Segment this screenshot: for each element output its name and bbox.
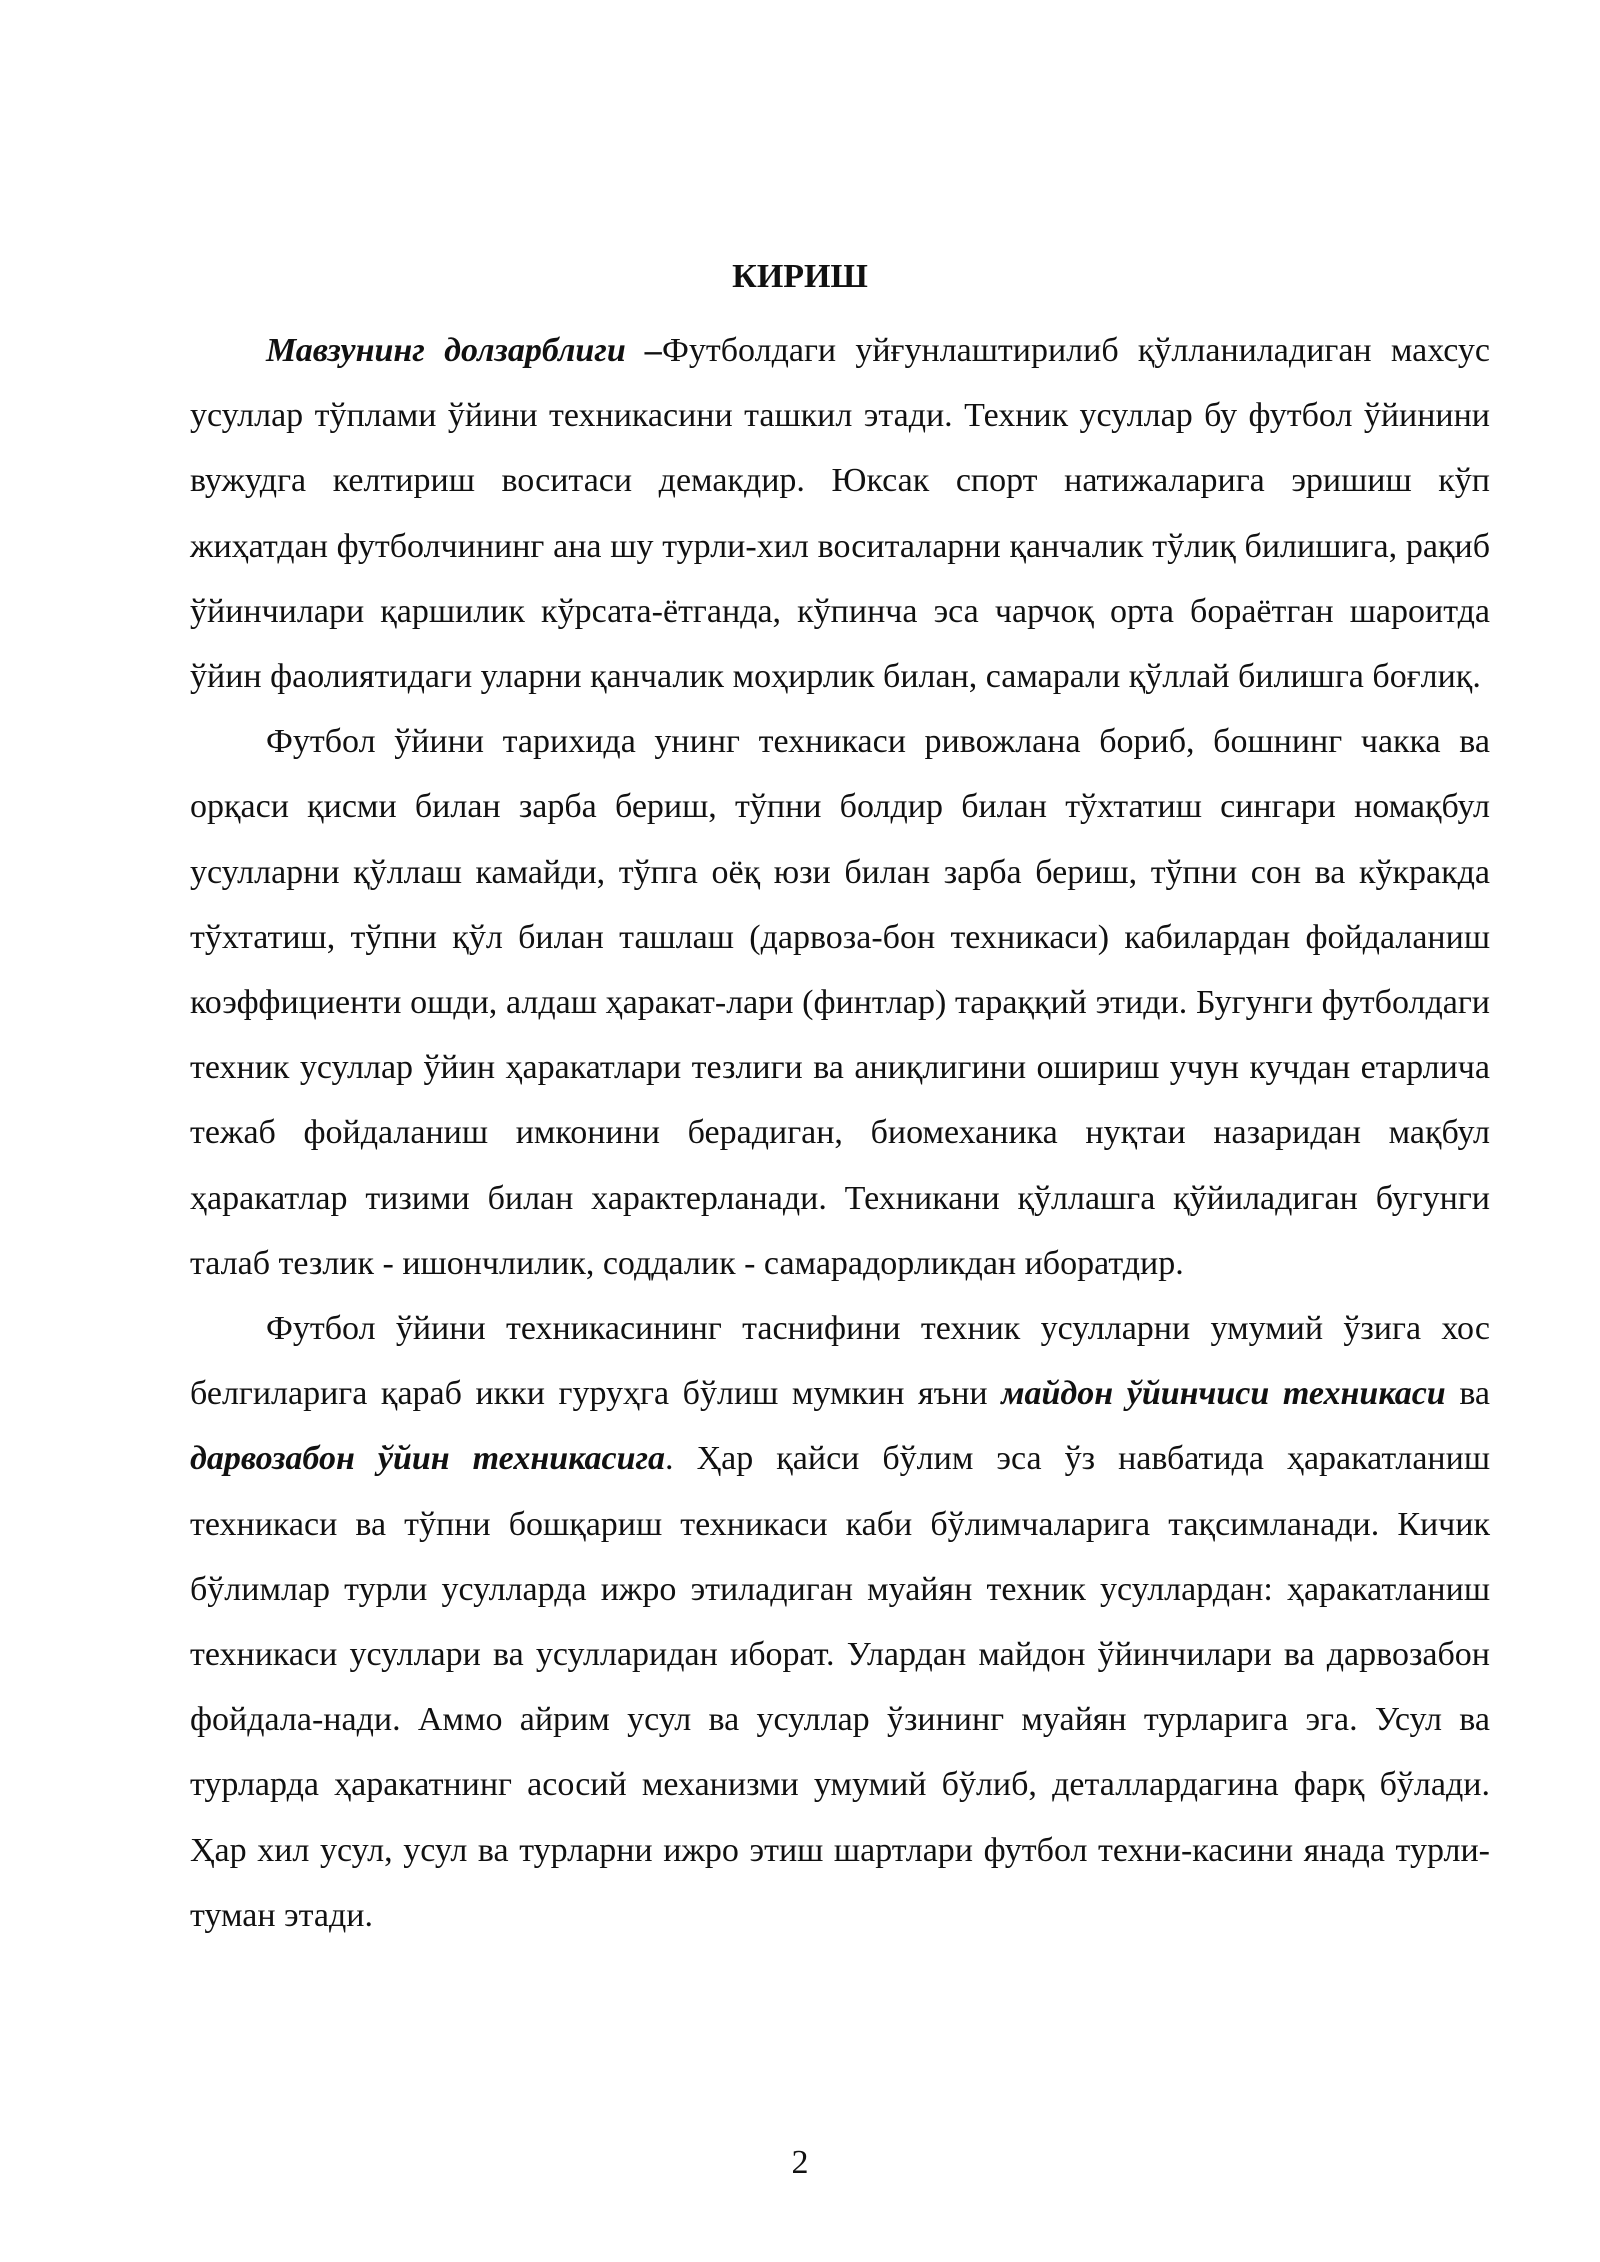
relevance-lead: Мавзунинг долзарблиги — [266, 332, 626, 369]
section-heading: КИРИШ — [732, 258, 868, 295]
paragraph-classification — [190, 1296, 1490, 1948]
paragraph-history: Футбол ўйини тарихида унинг техникаси ривожлана бориб, бошнинг чакка ва орқаси қисми билан зарба бериш, тўпни болдир билан тўхтатиш сингари номақбул усулларни қўллаш камайди, тўпга оёқ юзи билан зарба бериш, тўпни сон ва кўкракда тўхтатиш, тўпни қўл билан ташлаш (дарвоза-бон техникаси) кабилардан фойдаланиш коэффициенти ошди, алдаш ҳаракат-лари (финтлар) тараққий этиди. Бугунги футболдаги техник усуллар ўйин ҳаракатлари тезлиги ва аниқлигини ошириш учун кучдан етарлича тежаб фойдаланиш имконини берадиган, биомеханика нуқтаи назаридан мақбул ҳаракатлар тизими билан характерланади. Техникани қўллашга қўйиладиган бугунги талаб тезлик - ишончлилик, соддалик - самарадорликдан иборатдир. — [190, 723, 1490, 1282]
paragraph-relevance-text: Футболдаги уйғунлаштирилиб қўлланиладиган махсус усуллар тўплами ўйини техникасини ташкил этади. Техник усуллар бу футбол ўйинини вужудга келтириш воситаси демакдир. Юксак спорт натижаларига эришиш кўп жиҳатдан футболчининг ана шу турли-хил воситаларни қанчалик тўлиқ билишига, рақиб ўйинчилари қаршилик кўрсата-ётганда, кўпинча эса чарчоқ орта бораётган шароитда ўйин фаолиятидаги уларни қанчалик моҳирлик билан, самарали қўллай билишга боғлиқ. — [190, 332, 1491, 696]
classification-text-1: Футбол ўйини техникасининг таснифини техник усулларни умумий ўзига хос белгиларига қараб икки гуруҳга бўлиш мумкин яъни — [190, 1310, 1490, 1413]
classification-text-2: ва — [1445, 1375, 1491, 1413]
body-text — [190, 318, 1490, 1948]
classification-text-3: . Ҳар қайси бўлим эса ўз навбатида ҳаракатланиш техникаси ва тўпни бошқариш техникаси каби бўлимчаларига тақсимланади. Кичик бўлимлар турли усулларда ижро этиладиган муайян техник усуллардан: ҳаракатланиш техникаси усуллари ва усулларидан иборат. Улардан майдон ўйинчилари ва дарвозабон фойдала-нади. Аммо айрим усул ва усуллар ўзининг муайян турларига эга. Усул ва турларда ҳаракатнинг асосий механизми умумий бўлиб, деталлардагина фарқ бўлади. Ҳар хил усул, усул ва турларни ижро этиш шартлари футбол техни-касини янада турли-туман этади. — [190, 1440, 1491, 1934]
goalkeeper-technique-term: дарвозабон ўйин техникасига — [190, 1440, 666, 1478]
paragraph-relevance — [190, 318, 1490, 709]
page-number: 2 — [791, 2144, 809, 2181]
lead-dash: – — [625, 332, 663, 369]
field-player-technique-term: майдон ўйинчиси техникаси — [1001, 1375, 1446, 1413]
